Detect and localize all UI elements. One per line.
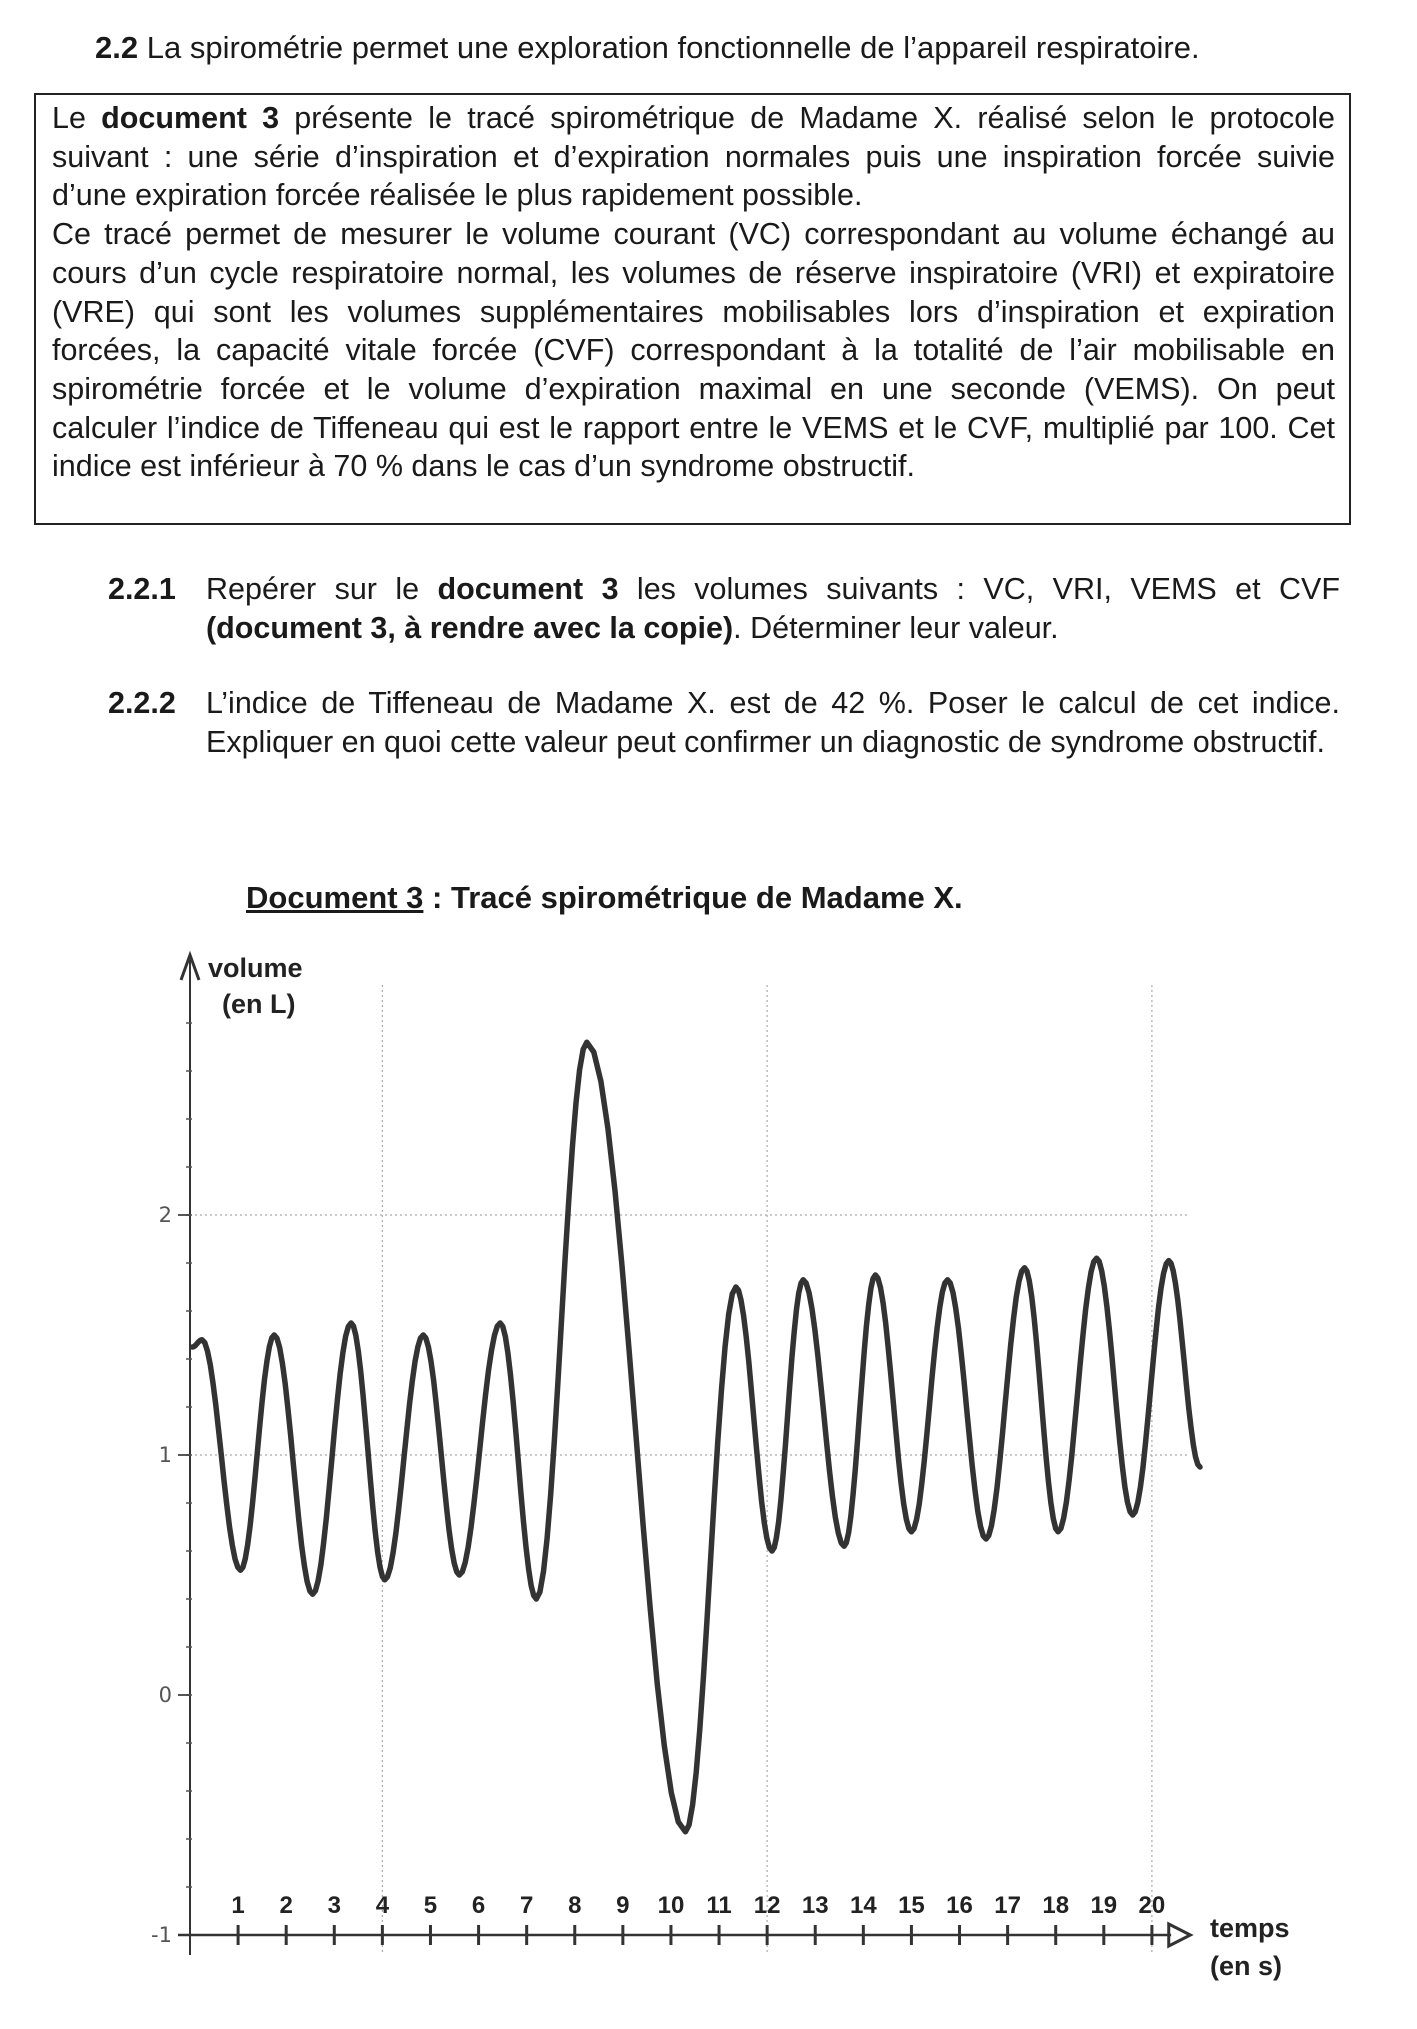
y-tick-label: 1	[158, 1443, 172, 1467]
x-axis-unit: (en s)	[1210, 1951, 1283, 1981]
section-number: 2.2	[95, 30, 139, 65]
x-tick-label: 16	[946, 1892, 973, 1919]
x-tick-label: 3	[327, 1892, 341, 1919]
x-tick-label: 19	[1090, 1892, 1118, 1919]
x-tick-label: 14	[849, 1892, 877, 1919]
question-number: 2.2.1	[108, 572, 176, 606]
section-heading	[95, 28, 1200, 68]
info-paragraph-1	[52, 99, 1335, 215]
info-box	[34, 93, 1351, 525]
y-tick-label: 0	[158, 1683, 172, 1707]
q1-mid: les volumes suivants : VC, VRI, VEMS et CVF	[618, 572, 1340, 606]
x-tick-label: 7	[519, 1892, 534, 1919]
q1-pre: Repérer sur le	[206, 572, 438, 606]
document-label: Document 3	[246, 880, 424, 915]
x-tick-label: 11	[706, 1892, 732, 1919]
x-tick-label: 13	[801, 1892, 829, 1919]
info-p1-doc-ref: document 3	[101, 101, 280, 135]
x-tick-label: 17	[994, 1892, 1021, 1919]
info-paragraph-2: Ce tracé permet de mesurer le volume courant (VC) correspondant au volume échangé au cours d’un cycle respiratoire normal, les volumes de réserve inspiratoire (VRI) et expiratoire (VRE) qui sont les volumes supplémentaires mobilisables lors d’inspiration et expiration forcées, la capacité vitale forcée (CVF) correspondant à la totalité de l’air mobilisable en spirométrie forcée et le volume d’expiration maximal en une seconde (VEMS). On peut calculer l’indice de Tiffeneau qui est le rapport entre le VEMS et le CVF, multiplié par 100. Cet indice est inférieur à 70 % dans le cas d’un syndrome obstructif.	[52, 217, 1335, 484]
x-tick-label: 5	[423, 1892, 438, 1919]
question-2-2-2	[108, 684, 1340, 761]
question-2-2-1	[108, 570, 1340, 647]
y-tick-label: -1	[151, 1923, 172, 1947]
x-tick-label: 9	[616, 1892, 630, 1919]
x-tick-label: 15	[898, 1892, 925, 1919]
q1-post: . Déterminer leur valeur.	[733, 610, 1059, 645]
x-tick-label: 4	[375, 1892, 390, 1919]
info-p1-lead: Le	[52, 101, 102, 135]
document-caption: : Tracé spirométrique de Madame X.	[423, 880, 963, 915]
x-tick-label: 12	[753, 1892, 781, 1919]
document-title	[246, 880, 963, 916]
x-tick-label: 18	[1042, 1892, 1070, 1919]
y-axis-unit: (en L)	[222, 989, 296, 1019]
info-p1-text: présente le tracé spirométrique de Madame X. réalisé selon le protocole suivant : une série d’inspiration et d’expiration normales puis une inspiration forcée suivie d’une expiration forcée réalisée le plus rapidement possible.	[52, 101, 1335, 213]
y-axis-label: volume	[208, 953, 303, 983]
q1-doc-ref: document 3	[437, 572, 619, 606]
volume-curve	[192, 1042, 1200, 1832]
q1-instruction: (document 3, à rendre avec la copie)	[206, 610, 734, 645]
question-number: 2.2.2	[108, 686, 176, 720]
x-tick-label: 10	[657, 1892, 685, 1919]
x-tick-label: 20	[1138, 1892, 1166, 1919]
x-tick-label: 8	[568, 1892, 582, 1919]
question-text: L’indice de Tiffeneau de Madame X. est de 42 %. Poser le calcul de cet indice. Expliquer en quoi cette valeur peut confirmer un diagnostic de syndrome obstructif.	[206, 686, 1340, 759]
x-tick-label: 6	[471, 1892, 486, 1919]
x-tick-label: 1	[231, 1892, 245, 1919]
x-axis-label: temps	[1210, 1913, 1290, 1943]
question-text	[206, 570, 1340, 647]
x-tick-label: 2	[279, 1892, 293, 1919]
x-axis-arrow	[1169, 1924, 1191, 1946]
y-tick-label: 2	[158, 1203, 172, 1227]
section-text: La spirométrie permet une exploration fonctionnelle de l’appareil respiratoire.	[146, 30, 1200, 65]
spirometry-chart	[120, 950, 1350, 2000]
